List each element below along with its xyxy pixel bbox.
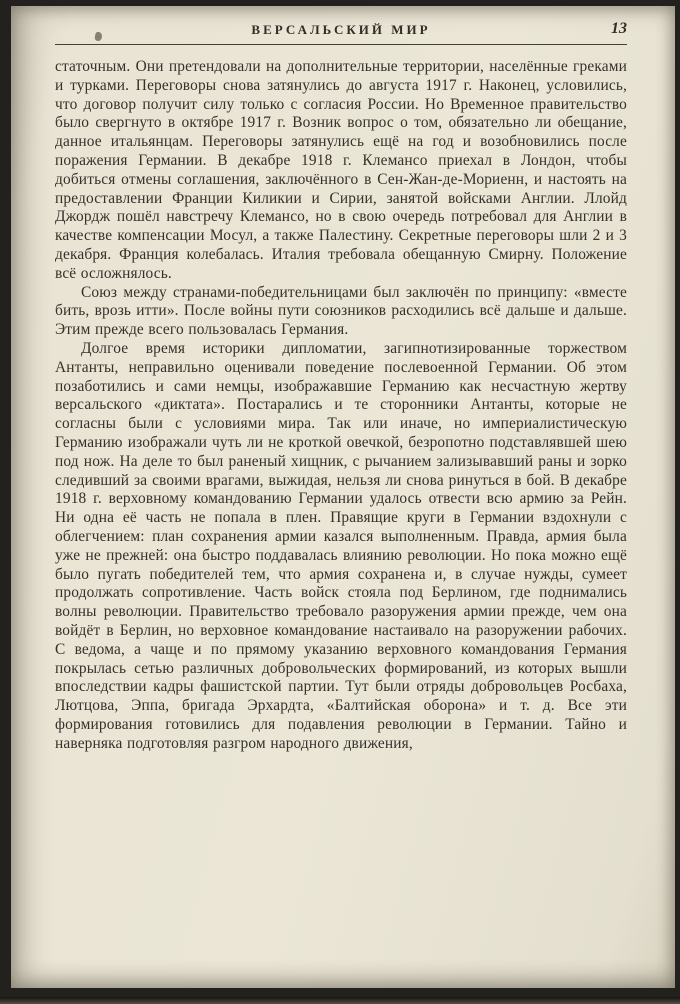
page-header xyxy=(55,22,627,44)
paragraph: Союз между странами-победительницами был заключён по принципу: «вместе бить, врозь итти». После войны пути союзников расходились всё дальше и дальше. Этим прежде всего пользовалась Германия. xyxy=(55,283,627,339)
page-number: 13 xyxy=(611,20,627,37)
page-body xyxy=(55,58,627,960)
header-rule xyxy=(55,44,627,45)
page xyxy=(11,6,675,988)
scan-edge-bottom xyxy=(0,997,680,1004)
paragraph: Долгое время историки дипломатии, загипнотизированные торжеством Антанты, неправильно оценивали поведение послевоенной Германии. Об этом позаботились и сами немцы, изображавшие Германию как несчастную жертву версальского «диктата». Постарались и те сторонники Антанты, которые не согласны были с условиями мира. Так или иначе, но империалистическую Германию изображали чуть ли не кроткой овечкой, безропотно подставлявшей шею под нож. На деле то был раненый хищник, с рычанием зализывавший раны и зорко следивший за своими врагами, выжидая, нельзя ли снова ринуться в бой. В декабре 1918 г. верховному командованию Германии удалось отвести всю армию за Рейн. Ни одна её часть не попала в плен. Правящие круги в Германии вздохнули с облегчением: план сохранения армии казался выполненным. Правда, армия была уже не прежней: она быстро поддавалась влиянию революции. Но пока можно ещё было пугать победителей тем, что армия сохранена и, в случае нужды, сумеет продолжать сопротивление. Часть войск стояла под Берлином, где поднимались волны революции. Правительство требовало разоружения армии прежде, чем она войдёт в Берлин, но верховное командование настаивало на разоружении рабочих. С ведома, а чаще и по прямому указанию верховного командования Германия покрылась сетью различных добровольческих формирований, из которых вышли впоследствии кадры фашистской партии. Тут были отряды добровольцев Росбаха, Лютцова, Эппа, бригада Эрхардта, «Балтийская оборона» и т. д. Все эти формирования готовились для подавления революции в Германии. Тайно и наверняка подготовляя разгром народного движения, xyxy=(55,339,627,752)
running-title: ВЕРСАЛЬСКИЙ МИР xyxy=(251,22,431,37)
paragraph-continuation: статочным. Они претендовали на дополнительные территории, населённые греками и турками. Переговоры снова затянулись до августа 1917 г. Наконец, условились, что договор получит силу только с согласия России. Но Временное правительство было свергнуто в октябре 1917 г. Возник вопрос о том, обязательно ли обещание, данное итальянцам. Переговоры затянулись ещё на год и возобновились после поражения Германии. В декабре 1918 г. Клемансо приехал в Лондон, чтобы добиться отмены соглашения, заключённого в Сен-Жан-де-Мориенн, и настоять на предоставлении Франции Киликии и Сирии, занятой войсками Англии. Ллойд Джордж пошёл навстречу Клемансо, но в свою очередь потребовал для Англии в качестве компенсации Мосул, а также Палестину. Секретные переговоры шли 2 и 3 декабря. Франция колебалась. Италия требовала обещанную Смирну. Положение всё осложнялось. xyxy=(55,58,627,282)
